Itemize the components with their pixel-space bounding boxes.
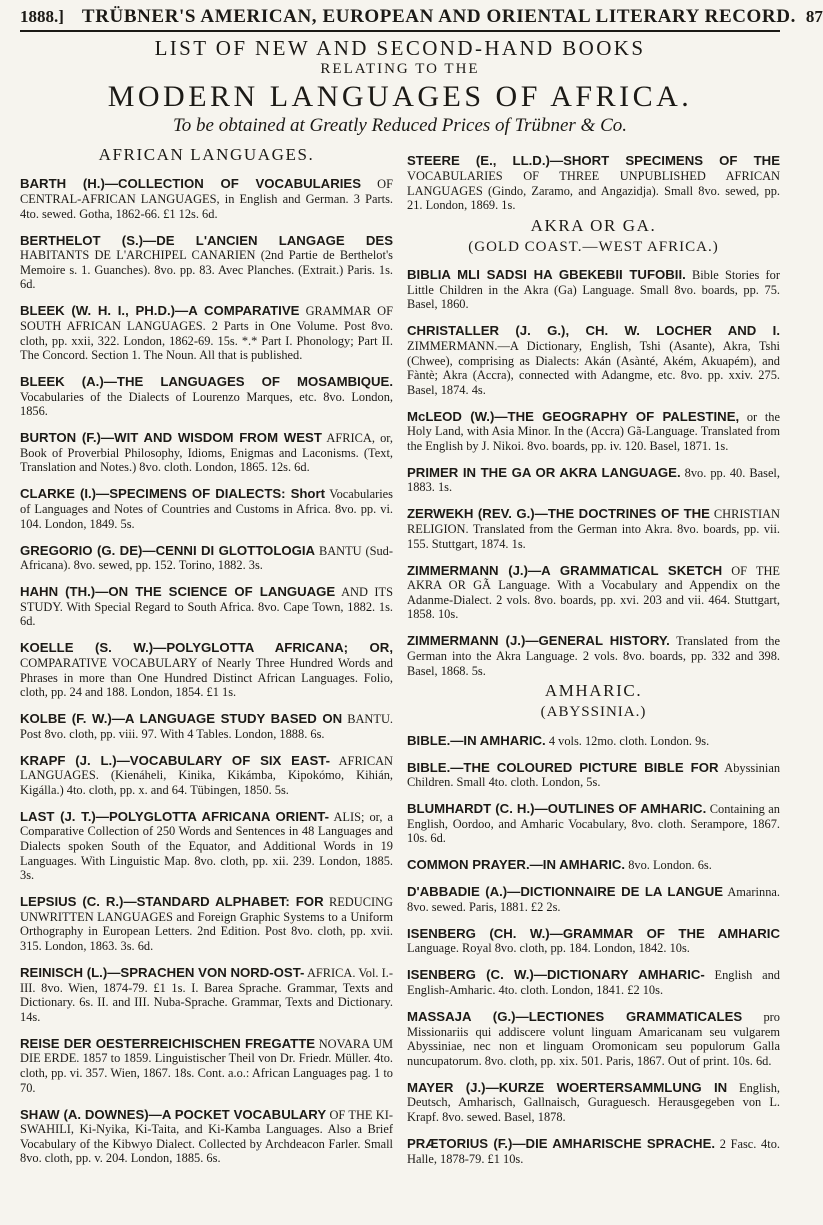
left-column (20, 142, 393, 1168)
entry-body: Language. Royal 8vo. cloth, pp. 184. London, 1842. 10s. (407, 941, 690, 956)
entry-body: CHRISTIAN RELIGION. Translated from the German into Akra. 8vo. boards, pp. vii. 155. Stuttgart, 1874. 1s. (407, 507, 780, 551)
book-entry (20, 641, 393, 699)
book-entry (20, 375, 393, 419)
main-heading: MODERN LANGUAGES OF AFRICA. (107, 80, 693, 113)
entry-body: Containing an English, Oordoo, and Amharic Vocabulary, 8vo. cloth. Serampore, 1867. 10s. 6d. (407, 802, 780, 846)
entry-heading: HAHN (TH.)—ON THE SCIENCE OF LANGUAGE (20, 584, 336, 600)
entry-heading: ZERWEKH (REV. G.)—THE DOCTRINES OF THE (407, 506, 710, 522)
entry-body: ALIS; or, a Comparative Collection of 250 Words and Sentences in 48 Languages and Dialects spoken South of the Equator, and Additional Words in 19 Languages. With Linguistic Map. 8vo. cloth, pp. xii. 239. London, 1885. 3s. (20, 809, 393, 883)
book-entry (407, 634, 780, 678)
book-entry (20, 544, 393, 573)
section-subheading-akra: (GOLD COAST.—WEST AFRICA.) (468, 238, 719, 255)
section-heading-african-languages: AFRICAN LANGUAGES. (98, 145, 315, 164)
entry-body: NOVARA UM DIE ERDE. 1857 to 1859. Linguistischer Theil von Dr. Friedr. Müller. 4to. cloth, pp. vi. 357. Wien, 1867. 18s. Cont. a.o.: African Languages pag. 1 to 70. (20, 1036, 393, 1095)
entry-heading: BLEEK (A.)—THE LANGUAGES OF MOSAMBIQUE. (20, 374, 393, 390)
entry-body: AFRICA. Vol. I.-III. 8vo. Wien, 1874-79. £1 1s. I. Barea Sprache. Grammar, Texts and Dictionary. 6s. II. and III. Nuba-Sprache. Grammar, Texts and Dictionary. 14s. (20, 966, 393, 1024)
entry-heading: D'ABBADIE (A.)—DICTIONNAIRE DE LA LANGUE (407, 884, 724, 900)
entry-body: Abyssinian Children. Small 4to. cloth. London, 5s. (407, 760, 781, 790)
entry-body: Vocabularies of Languages and Notes of Countries and Customs in Africa. 8vo. pp. vi. 104. London, 1849. 5s. (20, 487, 393, 531)
entry-heading: REISE DER OESTERREICHISCHEN FREGATTE (20, 1035, 316, 1051)
entry-body: COMPARATIVE VOCABULARY of Nearly Three Hundred Words and Phrases in more than One Hundred Distinct African Languages. Folio, cloth, pp. 24 and 188. London, 1854. £1 1s. (20, 655, 393, 700)
book-entry (20, 712, 393, 741)
entry-body: ZIMMERMANN.—A Dictionary, English, Tshi (Asante), Akra, Tshi (Chwee), comprising as Dialects: Akán (Asànté, Akém, Akuapém), and Fàntè; Akra (Accra), connected with Adangme, etc. 8vo. pp. xxiv. 275. Basel, 1874. 4s. (407, 338, 780, 397)
book-entry (20, 177, 393, 221)
entry-body: AFRICAN LANGUAGES. (Kienáheli, Kinika, Kikámba, Kipokómo, Kihián, Kigálla.) 4to. cloth, pp. x. and 64. Tübingen, 1850. 5s. (20, 753, 393, 797)
entry-body: BANTU (Sud-Africana). 8vo. sewed, pp. 152. Torino, 1882. 3s. (20, 543, 393, 573)
book-entry (20, 1108, 393, 1166)
entry-body: VOCABULARIES OF THREE UNPUBLISHED AFRICAN LANGUAGES (Gindo, Zaramo, and Angazidja). Small 8vo. sewed, pp. 21. London, 1869. 1s. (407, 168, 780, 213)
book-entry (407, 466, 780, 495)
book-entry (407, 410, 780, 454)
book-entry (20, 234, 393, 292)
list-title: LIST OF NEW AND SECOND-HAND BOOKS (154, 36, 646, 60)
entry-body: Vocabularies of the Dialects of Lourenzo Marques, etc. 8vo. London, 1856. (20, 389, 393, 419)
book-entry (20, 585, 393, 629)
section-heading-akra: AKRA OR GA. (530, 215, 657, 235)
page-number: 87 (805, 7, 823, 26)
entry-heading: BIBLIA MLI SADSI HA GBEKEBII TUFOBII. (407, 267, 686, 283)
book-entry (20, 895, 393, 953)
book-entry (407, 802, 780, 846)
entry-heading: LEPSIUS (C. R.)—STANDARD ALPHABET: FOR (20, 894, 324, 910)
entry-heading: LAST (J. T.)—POLYGLOTTA AFRICANA ORIENT- (20, 808, 330, 824)
entry-heading: McLEOD (W.)—THE GEOGRAPHY OF PALESTINE, (407, 408, 740, 424)
entry-body: or the Holy Land, with Asia Minor. In the (Accra) Gã-Language. Translated from the English by J. Nikoi. 8vo. boards, pp. iv. 120. Basel, 1871. 1s. (407, 409, 780, 453)
entry-heading: PRÆTORIUS (F.)—DIE AMHARISCHE SPRACHE. (407, 1135, 716, 1151)
entry-heading: BIBLE.—THE COLOURED PICTURE BIBLE FOR (407, 759, 719, 775)
book-entry (407, 1137, 780, 1166)
entry-heading: BLEEK (W. H. I., PH.D.)—A COMPARATIVE (20, 303, 300, 319)
entry-body: 8vo. London. 6s. (628, 858, 712, 873)
book-entry (407, 1010, 780, 1068)
columns (20, 142, 780, 1168)
entry-body: OF CENTRAL-AFRICAN LANGUAGES, in English and German. 3 Parts. 4to. sewed. Gotha, 1862-66. £1 12s. 6d. (20, 177, 393, 221)
entry-heading: KOELLE (S. W.)—POLYGLOTTA AFRICANA; OR, (20, 640, 393, 656)
section-subheading-amharic: (ABYSSINIA.) (540, 704, 647, 721)
entry-body: 4 vols. 12mo. cloth. London. 9s. (548, 733, 710, 748)
entry-heading: ISENBERG (C. W.)—DICTIONARY AMHARIC- (407, 967, 705, 983)
entry-body: AFRICA, or, Book of Proverbial Philosophy, Idioms, Enigmas and Laconisms. (Text, Translation and Notes.) 8vo. cloth. London, 1865. 12s. 6d. (20, 431, 394, 475)
entry-heading: ZIMMERMANN (J.)—GENERAL HISTORY. (407, 633, 670, 649)
entry-body: OF THE AKRA OR GÃ Language. With a Vocabulary and Appendix on the Adanme-Dialect. 2 vols. 8vo. boards, pp. xvi. 203 and vii. 464. Stuttgart, 1858. 10s. (407, 563, 780, 622)
book-entry (407, 507, 780, 551)
entry-body: Bible Stories for Little Children in the Akra (Ga) Language. Small 8vo. boards, pp. 75. Basel, 1860. (407, 268, 780, 312)
right-column (407, 142, 780, 1168)
entry-heading: ZIMMERMANN (J.)—A GRAMMATICAL SKETCH (407, 562, 723, 578)
book-entry (407, 324, 780, 397)
book-entry (407, 564, 780, 622)
book-entry (20, 487, 393, 531)
header-year: 1888.] (20, 7, 64, 26)
entry-body: 2 Fasc. 4to. Halle, 1878-79. £1 10s. (407, 1136, 780, 1166)
entry-heading: ISENBERG (CH. W.)—GRAMMAR OF THE AMHARIC (407, 925, 780, 941)
book-entry (407, 968, 780, 997)
entry-body: REDUCING UNWRITTEN LANGUAGES and Foreign Graphic Systems to a Uniform Orthography in European Letters. 2nd Edition. Post 8vo. cloth, pp. xvii. 315. London, 1863. 3s. 6d. (20, 895, 393, 954)
entry-heading: BURTON (F.)—WIT AND WISDOM FROM WEST (20, 430, 322, 446)
entry-body: AND ITS STUDY. With Special Regard to South Africa. 8vo. Cape Town, 1882. 1s. 6d. (20, 585, 393, 629)
book-entry (407, 927, 780, 956)
entry-heading: MASSAJA (G.)—LECTIONES GRAMMATICALES (407, 1009, 743, 1024)
book-entry (407, 734, 780, 749)
book-entry (20, 754, 393, 798)
entry-body: GRAMMAR OF SOUTH AFRICAN LANGUAGES. 2 Parts in One Volume. Post 8vo. cloth, pp. xxii, 322. London, 1862-69. 15s. *.* Part I. Phonology; Part II. The Concord. Section 1. The Noun. All that is published. (20, 304, 393, 363)
entry-heading: CHRISTALLER (J. G.), CH. W. LOCHER AND I. (407, 323, 780, 339)
entry-heading: BLUMHARDT (C. H.)—OUTLINES OF AMHARIC. (407, 801, 707, 817)
book-entry (20, 1037, 393, 1095)
running-header (20, 6, 823, 32)
entry-body: BANTU. Post 8vo. cloth, pp. viii. 97. With 4 Tables. London, 1888. 6s. (20, 712, 393, 741)
book-entry (407, 154, 780, 212)
entry-heading: STEERE (E., LL.D.)—SHORT SPECIMENS OF THE (407, 153, 780, 169)
entry-heading: PRIMER IN THE GA OR AKRA LANGUAGE. (407, 464, 681, 480)
list-subtitle: RELATING TO THE (320, 61, 480, 77)
entry-heading: REINISCH (L.)—SPRACHEN VON NORD-OST- (20, 965, 305, 980)
book-entry (20, 810, 393, 883)
book-entry (407, 885, 780, 914)
book-entry (20, 966, 393, 1024)
steere-entry-list (407, 154, 780, 212)
entry-heading: KOLBE (F. W.)—A LANGUAGE STUDY BASED ON (20, 711, 343, 727)
entry-body: OF THE KI-SWAHILI, Ki-Nyika, Ki-Taita, and Ki-Kamba Languages. Also a Brief Vocabulary of the Kibwyo Dialect. Collected by Archdeacon Farler. Small 8vo. cloth, pp. v. 204. London, 1885. 6s. (20, 1107, 393, 1166)
entry-heading: BARTH (H.)—COLLECTION OF VOCABULARIES (20, 176, 361, 192)
book-entry (407, 268, 780, 312)
akra-entry-list (407, 268, 780, 678)
entry-heading: CLARKE (I.)—SPECIMENS OF DIALECTS: Short (20, 486, 325, 502)
entry-body: Amarinna. 8vo. sewed. Paris, 1881. £2 2s. (407, 885, 780, 914)
entry-body: Translated from the German into the Akra Language. 2 vols. 8vo. boards, pp. 332 and 398. Basel, 1868. 5s. (407, 634, 780, 678)
entry-heading: GREGORIO (G. DE)—CENNI DI GLOTTOLOGIA (20, 542, 316, 558)
entry-heading: SHAW (A. DOWNES)—A POCKET VOCABULARY (20, 1106, 327, 1122)
entry-body: English and English-Amharic. 4to. cloth. London, 1841. £2 10s. (407, 968, 780, 998)
section-heading-amharic: AMHARIC. (544, 681, 643, 701)
entry-heading: KRAPF (J. L.)—VOCABULARY OF SIX EAST- (20, 752, 331, 768)
entry-heading: BERTHELOT (S.)—DE L'ANCIEN LANGAGE DES (20, 232, 393, 248)
book-entry (407, 1081, 780, 1125)
entry-body: HABITANTS DE L'ARCHIPEL CANARIEN (2nd Partie de Berthelot's Memoire s. 1. Guanches). 8vo. pp. 83. Avec Planches. (Extrait.) Paris. 1s. 6d. (20, 248, 393, 292)
header-title: TRÜBNER'S AMERICAN, EUROPEAN AND ORIENTAL LITERARY RECORD. (81, 6, 796, 27)
entry-body: English, Deutsch, Amharisch, Gallnaisch, Guraguesch. Herausgegeben von L. Krapf. 8vo. sewed. Basel, 1878. (407, 1080, 780, 1124)
entry-heading: COMMON PRAYER.—IN AMHARIC. (407, 857, 626, 873)
entry-body: 8vo. pp. 40. Basel, 1883. 1s. (407, 465, 780, 495)
book-entry (20, 304, 393, 362)
price-note: To be obtained at Greatly Reduced Prices of Trübner & Co. (172, 115, 628, 136)
entry-heading: MAYER (J.)—KURZE WOERTERSAMMLUNG IN (407, 1079, 728, 1095)
book-entry (407, 858, 780, 873)
book-entry (407, 761, 780, 790)
entry-body: pro Missionariis qui addiscere volunt linguam Amaricanam seu vulgarem Abyssiniae, nec non et linguam Oromonicam seu populorum Galla nuncupatorum. 8vo. cloth, pp. xix. 501. Paris, 1867. Out of print. 10s. 6d. (407, 1010, 780, 1068)
book-entry (20, 431, 393, 475)
amharic-entry-list (407, 734, 780, 1167)
entry-heading: BIBLE.—IN AMHARIC. (407, 732, 546, 748)
left-entry-list (20, 177, 393, 1166)
